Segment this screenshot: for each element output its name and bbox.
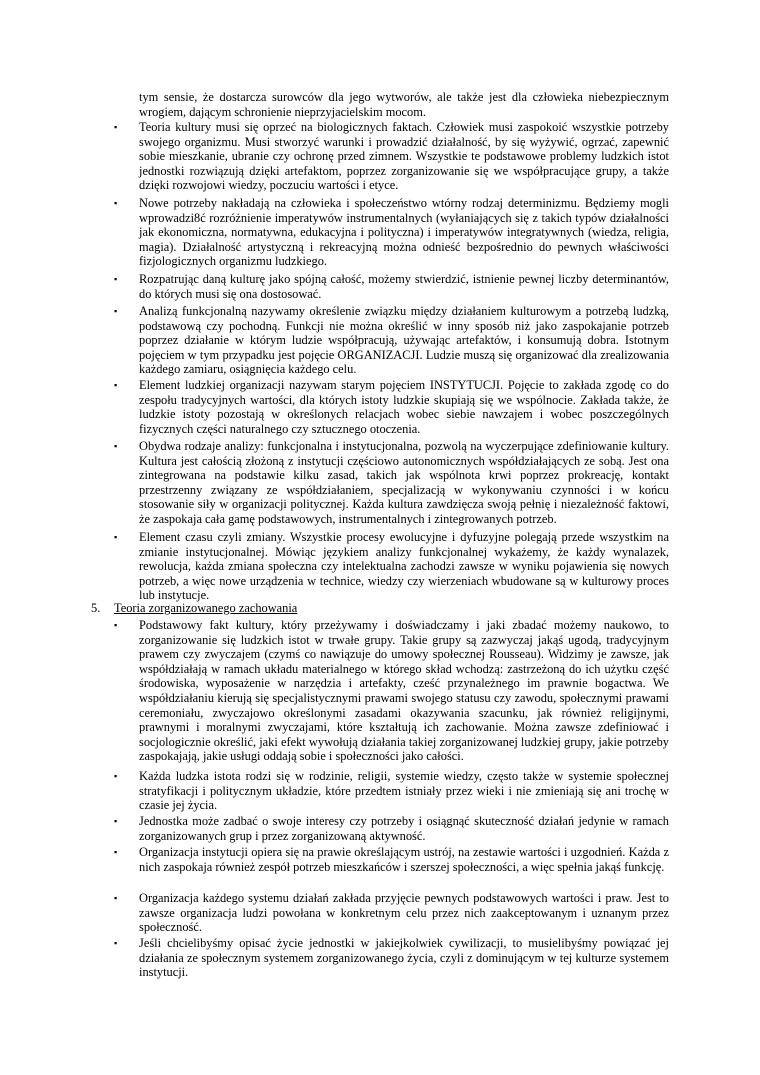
list-item: Teoria kultury musi się oprzeć na biologicznych faktach. Człowiek musi zaspokoić wszystkie potrzeby swojego organizmu. Musi stworzyć warunki i prowadzić działalność, by się wyżywić, ogrzać, zapewnić sobie mieszkanie, ubranie czy ochronę przed zimnem. Wszystkie te podstawowe problemy ludzkich istot jednostki rozwiązują dzięki artefaktom, poprzez zorganizowanie się we współpracujące grupy, a także dzięki rozwojowi wiedzy, poczuciu wartości i etyce. [139,120,669,193]
bullet-icon: ▪ [114,847,118,857]
section-number: 5. [91,601,101,615]
list-item: Analizą funkcjonalną nazywamy określenie związku między działaniem kulturowym a potrzebą ludzką, podstawową czy pochodną. Funkcji nie można określić w inny sposób niż jako zaspokajanie potrzeb poprzez działanie w którym ludzie współpracują, używając artefaktów, i konsumują dobra. Istotnym pojęciem w tym przypadku jest pojęcie ORGANIZACJI. Ludzie muszą się organizować dla zrealizowania każdego zamiaru, osiągnięcia każdego celu. [139,304,669,377]
list-item: Obydwa rodzaje analizy: funkcjonalna i instytucjonalna, pozwolą na wyczerpujące zdefiniowanie kultury. Kultura jest całością złożoną z instytucji częściowo autonomicznych współdziałających ze sobą. Jest ona zintegrowana na podstawie kilku zasad, takich jak wspólnota krwi poprzez prokreację, kontakt przestrzenny związany ze współdziałaniem, specjalizacją w wykonywaniu czynności i w końcu stosowanie siły w organizacji politycznej. Każda kultura zawdzięcza swoją pełnię i niezależność faktowi, że zaspokaja cała gamę podstawowych, instrumentalnych i zintegrowanych potrzeb. [139,439,669,526]
continuation-paragraph: tym sensie, że dostarcza surowców dla jego wytworów, ale także jest dla człowieka niebezpiecznym wrogiem, dającym schronienie nieprzyjacielskim mocom. [139,90,669,119]
bullet-icon: ▪ [114,893,118,903]
list-item: Każda ludzka istota rodzi się w rodzinie, religii, systemie wiedzy, często także w systemie społecznej stratyfikacji i politycznym układzie, które przedtem istniały przez wieki i nie zmieniają się ani trochę w czasie jej życia. [139,769,669,813]
bullet-icon: ▪ [114,441,118,451]
bullet-icon: ▪ [114,198,118,208]
list-item: Jeśli chcielibyśmy opisać życie jednostki w jakiejkolwiek cywilizacji, to musielibyśmy powiązać jej działania ze społecznym systemem zorganizowanego życia, czyli z dominującym w tej kulturze systemem instytucji. [139,936,669,980]
list-item: Organizacja instytucji opiera się na prawie określającym ustrój, na zestawie wartości i uzgodnień. Każda z nich zaspokaja również zespół potrzeb mieszkańców i szerszej społeczności, a więc spełnia jakąś funkcję. [139,845,669,874]
bullet-icon: ▪ [114,771,118,781]
list-item: Organizacja każdego systemu działań zakłada przyjęcie pewnych podstawowych wartości i praw. Jest to zawsze organizacja ludzi powołana w konkretnym celu przez nich zaakceptowanym i uznanym przez społeczność. [139,891,669,935]
bullet-icon: ▪ [114,380,118,390]
bullet-icon: ▪ [114,620,118,630]
list-item: Podstawowy fakt kultury, który przeżywamy i doświadczamy i jaki zbadać możemy naukowo, to zorganizowanie się ludzkich istot w trwałe grupy. Takie grupy są zazwyczaj jakąś ugodą, tradycyjnym prawem czy zwyczajem (czymś co nawiązuje do umowy społecznej Rousseau). Widzimy je zawsze, jak współdziałają w ramach układu materialnego w którego skład wchodzą: zastrzeżoną do ich użytku część środowiska, wyposażenie w narzędzia i artefakty, cześć przynależnego im prawnie bogactwa. We współdziałaniu kierują się specjalistycznymi prawami swojego statusu czy zawodu, społecznymi prawami ceremoniału, zwyczajowo określonymi zasadami okazywania szacunku, jak również religijnymi, prawnymi i moralnymi zwyczajami, które kształtują ich zachowanie. Można zawsze zdefiniować i socjologicznie określić, jaki efekt wywołują działania takiej zorganizowanej ludzkiej grupy, jakie potrzeby zaspokajają, jakie usługi oddają sobie i społeczności jako całości. [139,618,669,764]
list-item: Jednostka może zadbać o swoje interesy czy potrzeby i osiągnąć skuteczność działań jedynie w ramach zorganizowanych grup i przez zorganizowaną aktywność. [139,814,669,843]
bullet-icon: ▪ [114,122,118,132]
list-item: Nowe potrzeby nakładają na człowieka i społeczeństwo wtórny rodzaj determinizmu. Będziemy mogli wprowadzi8ć rozróżnienie imperatywów instrumentalnych (wyłaniających się z takich typów działalności jak ekonomiczna, normatywna, edukacyjna i polityczna) i imperatywów integratywnych (wiedza, religia, magia). Działalność artystyczną i rekreacyjną można odnieść bezpośrednio do pewnych właściwości fizjologicznych organizmu ludzkiego. [139,196,669,269]
list-item: Element ludzkiej organizacji nazywam starym pojęciem INSTYTUCJI. Pojęcie to zakłada zgodę co do zespołu tradycyjnych wartości, dla których istoty ludzkie skupiają się we wspólnocie. Zakłada także, że ludzkie istoty pozostają w określonych relacjach wobec siebie nawzajem i wobec poszczególnych fizycznych części naturalnego czy sztucznego otoczenia. [139,378,669,436]
bullet-icon: ▪ [114,274,118,284]
list-item: Rozpatrując daną kulturę jako spójną całość, możemy stwierdzić, istnienie pewnej liczby determinantów, do których musi się ona dostosować. [139,272,669,301]
bullet-icon: ▪ [114,306,118,316]
bullet-icon: ▪ [114,816,118,826]
list-item: Element czasu czyli zmiany. Wszystkie procesy ewolucyjne i dyfuzyjne polegają przede wszystkim na zmianie instytucjonalnej. Mówiąc językiem analizy funkcjonalnej wykażemy, że każdy wynalazek, rewolucja, każda zmiana społeczna czy intelektualna zachodzi zawsze w wyniku pojawienia się nowych potrzeb, a więc nowe urządzenia w technice, wiedzy czy wierzeniach wbudowane są w kulturowy proces lub instytucje. [139,530,669,603]
bullet-icon: ▪ [114,938,118,948]
section-title: Teoria zorganizowanego zachowania [114,601,298,615]
bullet-icon: ▪ [114,532,118,542]
